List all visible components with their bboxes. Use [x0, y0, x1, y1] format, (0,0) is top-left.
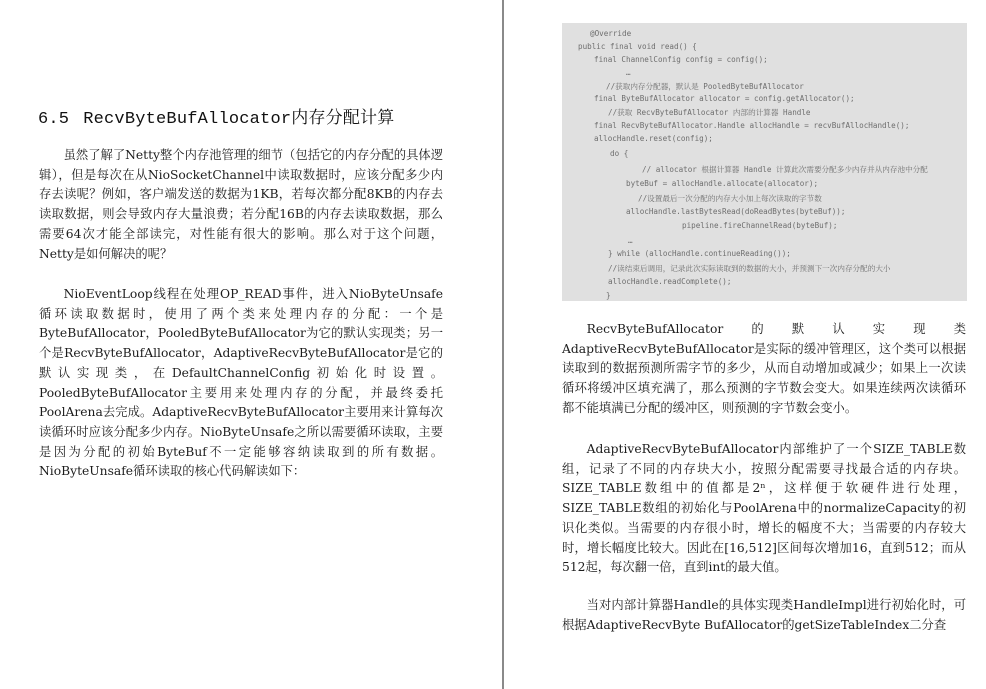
code-line: allocHandle.lastBytesRead(doReadBytes(byteBuf));: [626, 207, 846, 216]
code-line: allocHandle.reset(config);: [594, 134, 713, 143]
code-line: pipeline.fireChannelRead(byteBuf);: [682, 221, 838, 230]
code-line: …: [628, 236, 633, 245]
code-line: } while (allocHandle.continueReading());: [608, 249, 791, 258]
paragraph-text: NioEventLoop线程在处理OP_READ事件，进入NioByteUnsafe循环读取数据时，使用了两个类来处理内存的分配：一个是ByteBufAllocator，PooledByteBufAllocator为它的默认实现类；另一个是RecvByteBufAllocator，AdaptiveRecvByteBufAllocator是它的默认实现类，在DefaultChannelConfig初始化时设置。PooledByteBufAllocator主要用来处理内存的分配，并最终委托PoolArena去完成。AdaptiveRecvByteBufAllocator主要用来计算每次读循环时应该分配多少内存。NioByteUnsafe之所以需要循环读取，主要是因为分配的初始ByteBuf不一定能够容纳读取到的所有数据。NioByteUnsafe循环读取的核心代码解读如下：: [39, 287, 443, 479]
page-divider: [502, 0, 504, 689]
code-comment: //读结束后调用，记录此次实际读取到的数据的大小，并预测下一次内存分配的大小: [608, 264, 891, 273]
code-line: }: [606, 291, 611, 300]
paragraph-text: 当对内部计算器Handle的具体实现类HandleImpl进行初始化时，可根据AdaptiveRecvByte BufAllocator的getSizeTableIndex二分查: [562, 598, 966, 632]
section-heading: [38, 103, 394, 129]
code-comment: //设置最后一次分配的内存大小加上每次读取的字节数: [638, 194, 822, 203]
code-line: …: [626, 68, 631, 77]
code-comment: // allocator 根据计算器 Handle 计算此次需要分配多少内存并从内存池中分配: [642, 165, 928, 174]
paragraph-nioeventloop: [39, 285, 443, 482]
paragraph-text: 虽然了解了Netty整个内存池管理的细节（包括它的内存分配的具体逻辑），但是每次在从NioSocketChannel中读取数据时，应该分配多少内存去读呢？例如，客户端发送的数据为1KB，若每次都分配8KB的内存去读取数据，则会导致内存大量浪费；若分配16B的内存去读取数据，那么需要64次才能全部读完，对性能有很大的影响。那么对于这个问题，Netty是如何解决的呢？: [39, 148, 443, 261]
code-line: final ByteBufAllocator allocator = config.getAllocator();: [594, 94, 855, 103]
code-line: final ChannelConfig config = config();: [594, 55, 768, 64]
code-line: final RecvByteBufAllocator.Handle allocHandle = recvBufAllocHandle();: [594, 121, 910, 130]
code-comment: //获取 RecvByteBufAllocator 内部的计算器 Handle: [608, 108, 811, 117]
paragraph-handleimpl: [562, 596, 966, 635]
code-line: do {: [610, 149, 629, 158]
section-number: 6.5: [38, 110, 70, 129]
code-line: public final void read() {: [578, 42, 697, 51]
section-title: RecvByteBufAllocator内存分配计算: [83, 110, 395, 129]
paragraph-text: RecvByteBufAllocator 的 默 认 实 现 类AdaptiveRecvByteBufAllocator是实际的缓冲管理区，这个类可以根据读取到的数据预测所需字节的多少，从而自动增加或减少；如果上一次读循环将缓冲区填充满了，那么预测的字节数会变大。如果连续两次读循环都不能填满已分配的缓冲区，则预测的字节数会变小。: [562, 322, 966, 415]
code-block: [562, 23, 967, 301]
code-comment: //获取内存分配器，默认是 PooledByteBufAllocator: [606, 82, 804, 91]
paragraph-recvbytebufallocator: [562, 320, 966, 419]
code-line: byteBuf = allocHandle.allocate(allocator);: [626, 179, 819, 188]
code-line: allocHandle.readComplete();: [608, 277, 732, 286]
paragraph-size-table: [562, 440, 966, 578]
paragraph-intro: [39, 146, 443, 264]
paragraph-text: AdaptiveRecvByteBufAllocator内部维护了一个SIZE_TABLE数组，记录了不同的内存块大小，按照分配需要寻找最合适的内存块。SIZE_TABLE数组中的值都是2ⁿ，这样便于软硬件进行处理，SIZE_TABLE数组的初始化与PoolArena中的normalizeCapacity的初识化类似。当需要的内存很小时，增长的幅度不大；当需要的内存较大时，增长幅度比较大。因此在[16,512]区间每次增加16，直到512；而从512起，每次翻一倍，直到int的最大值。: [562, 442, 966, 575]
code-line: @Override: [590, 29, 632, 38]
